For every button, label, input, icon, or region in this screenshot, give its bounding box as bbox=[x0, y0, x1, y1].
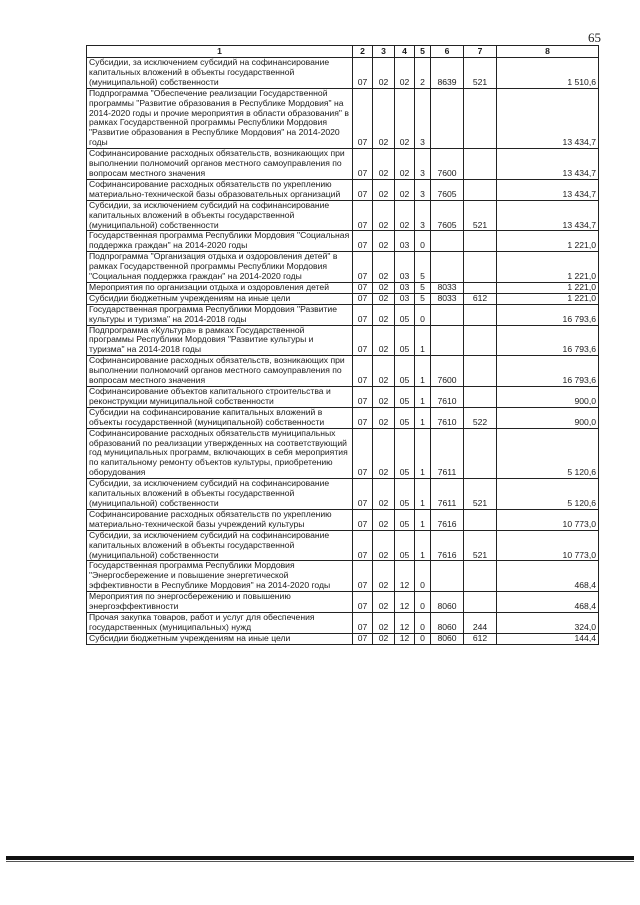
amount: 900,0 bbox=[497, 407, 599, 428]
subsection-code: 02 bbox=[373, 633, 395, 644]
section-code: 07 bbox=[353, 561, 373, 592]
table-row bbox=[87, 479, 599, 510]
row-description: Софинансирование расходных обязательств по укреплению материально-технической базы образовательных организаций bbox=[87, 179, 353, 200]
subprogram-code: 0 bbox=[415, 612, 431, 633]
subprogram-code: 0 bbox=[415, 592, 431, 613]
expense-type-code bbox=[464, 325, 497, 356]
subprogram-code: 1 bbox=[415, 325, 431, 356]
row-description: Подпрограмма "Обеспечение реализации Государственной программы "Развитие образования в Республике Мордовия" на 2014-2020 годы и прочие мероприятия в области образования" в рамках Государственной программы Республики Мордовия "Развитие образования в Республике Мордовия" на 2014-2020 годы bbox=[87, 88, 353, 148]
row-description: Государственная программа Республики Мордовия "Энергосбережение и повышение энергетической эффективности в Республике Мордовия" на 2014-2020 годы bbox=[87, 561, 353, 592]
expense-type-code: 521 bbox=[464, 479, 497, 510]
subprogram-code: 0 bbox=[415, 304, 431, 325]
section-code: 07 bbox=[353, 509, 373, 530]
program-code: 03 bbox=[395, 293, 415, 304]
table-row bbox=[87, 387, 599, 408]
amount: 16 793,6 bbox=[497, 356, 599, 387]
program-code: 03 bbox=[395, 282, 415, 293]
amount: 900,0 bbox=[497, 387, 599, 408]
table-row bbox=[87, 293, 599, 304]
expense-type-code bbox=[464, 356, 497, 387]
amount: 468,4 bbox=[497, 592, 599, 613]
target-code: 8639 bbox=[431, 58, 464, 89]
subsection-code: 02 bbox=[373, 561, 395, 592]
amount: 13 434,7 bbox=[497, 149, 599, 180]
amount: 10 773,0 bbox=[497, 509, 599, 530]
section-code: 07 bbox=[353, 149, 373, 180]
expense-type-code bbox=[464, 179, 497, 200]
table-row bbox=[87, 58, 599, 89]
section-code: 07 bbox=[353, 479, 373, 510]
amount: 5 120,6 bbox=[497, 479, 599, 510]
program-code: 05 bbox=[395, 479, 415, 510]
expense-type-code: 521 bbox=[464, 200, 497, 231]
program-code: 02 bbox=[395, 58, 415, 89]
subsection-code: 02 bbox=[373, 200, 395, 231]
target-code bbox=[431, 325, 464, 356]
expense-type-code bbox=[464, 561, 497, 592]
row-description: Государственная программа Республики Мордовия "Социальная поддержка граждан" на 2014-2020 годы bbox=[87, 231, 353, 252]
table-row bbox=[87, 612, 599, 633]
row-description: Подпрограмма «Культура» в рамках Государственной программы Республики Мордовия "Развитие культуры и туризма" на 2014-2018 годы bbox=[87, 325, 353, 356]
program-code: 05 bbox=[395, 356, 415, 387]
subsection-code: 02 bbox=[373, 592, 395, 613]
row-description: Государственная программа Республики Мордовия "Развитие культуры и туризма" на 2014-2018 годы bbox=[87, 304, 353, 325]
program-code: 02 bbox=[395, 200, 415, 231]
table-row bbox=[87, 509, 599, 530]
row-description: Субсидии на софинансирование капитальных вложений в объекты государственной (муниципальной) собственности bbox=[87, 407, 353, 428]
table-row bbox=[87, 407, 599, 428]
section-code: 07 bbox=[353, 633, 373, 644]
section-code: 07 bbox=[353, 325, 373, 356]
subsection-code: 02 bbox=[373, 612, 395, 633]
subprogram-code: 0 bbox=[415, 561, 431, 592]
amount: 10 773,0 bbox=[497, 530, 599, 561]
subprogram-code: 3 bbox=[415, 179, 431, 200]
target-code bbox=[431, 561, 464, 592]
section-code: 07 bbox=[353, 58, 373, 89]
page-number: 65 bbox=[588, 30, 601, 45]
target-code bbox=[431, 231, 464, 252]
subsection-code: 02 bbox=[373, 58, 395, 89]
section-code: 07 bbox=[353, 428, 373, 479]
expense-type-code bbox=[464, 304, 497, 325]
expense-type-code bbox=[464, 88, 497, 148]
table-row bbox=[87, 633, 599, 644]
target-code: 7600 bbox=[431, 149, 464, 180]
program-code: 05 bbox=[395, 530, 415, 561]
section-code: 07 bbox=[353, 304, 373, 325]
target-code: 7616 bbox=[431, 509, 464, 530]
expense-type-code: 244 bbox=[464, 612, 497, 633]
target-code: 7610 bbox=[431, 387, 464, 408]
table-row bbox=[87, 200, 599, 231]
subprogram-code: 1 bbox=[415, 509, 431, 530]
table-row bbox=[87, 561, 599, 592]
target-code: 7600 bbox=[431, 356, 464, 387]
header-col-8: 8 bbox=[497, 46, 599, 58]
row-description: Субсидии, за исключением субсидий на софинансирование капитальных вложений в объекты государственной (муниципальной) собственности bbox=[87, 58, 353, 89]
target-code: 8033 bbox=[431, 282, 464, 293]
expense-type-code bbox=[464, 282, 497, 293]
subsection-code: 02 bbox=[373, 428, 395, 479]
program-code: 12 bbox=[395, 612, 415, 633]
table-row bbox=[87, 592, 599, 613]
section-code: 07 bbox=[353, 612, 373, 633]
table-row bbox=[87, 88, 599, 148]
header-col-3: 3 bbox=[373, 46, 395, 58]
budget-table bbox=[86, 45, 599, 645]
section-code: 07 bbox=[353, 530, 373, 561]
target-code bbox=[431, 252, 464, 283]
amount: 324,0 bbox=[497, 612, 599, 633]
subsection-code: 02 bbox=[373, 407, 395, 428]
subsection-code: 02 bbox=[373, 293, 395, 304]
section-code: 07 bbox=[353, 407, 373, 428]
row-description: Субсидии бюджетным учреждениям на иные цели bbox=[87, 633, 353, 644]
target-code: 7605 bbox=[431, 179, 464, 200]
subprogram-code: 2 bbox=[415, 58, 431, 89]
program-code: 03 bbox=[395, 252, 415, 283]
section-code: 07 bbox=[353, 356, 373, 387]
target-code: 7611 bbox=[431, 428, 464, 479]
subsection-code: 02 bbox=[373, 282, 395, 293]
subprogram-code: 1 bbox=[415, 387, 431, 408]
amount: 144,4 bbox=[497, 633, 599, 644]
header-col-5: 5 bbox=[415, 46, 431, 58]
bottom-rule-thin bbox=[6, 861, 634, 862]
expense-type-code bbox=[464, 231, 497, 252]
header-col-2: 2 bbox=[353, 46, 373, 58]
subsection-code: 02 bbox=[373, 479, 395, 510]
expense-type-code: 521 bbox=[464, 58, 497, 89]
row-description: Субсидии, за исключением субсидий на софинансирование капитальных вложений в объекты государственной (муниципальной) собственности bbox=[87, 530, 353, 561]
expense-type-code bbox=[464, 387, 497, 408]
section-code: 07 bbox=[353, 179, 373, 200]
amount: 1 510,6 bbox=[497, 58, 599, 89]
program-code: 12 bbox=[395, 633, 415, 644]
subsection-code: 02 bbox=[373, 530, 395, 561]
subprogram-code: 0 bbox=[415, 231, 431, 252]
subprogram-code: 5 bbox=[415, 282, 431, 293]
table-row bbox=[87, 252, 599, 283]
expense-type-code: 522 bbox=[464, 407, 497, 428]
amount: 468,4 bbox=[497, 561, 599, 592]
table-row bbox=[87, 325, 599, 356]
table-row bbox=[87, 304, 599, 325]
section-code: 07 bbox=[353, 88, 373, 148]
subsection-code: 02 bbox=[373, 179, 395, 200]
subprogram-code: 1 bbox=[415, 407, 431, 428]
subprogram-code: 0 bbox=[415, 633, 431, 644]
target-code: 7611 bbox=[431, 479, 464, 510]
program-code: 05 bbox=[395, 304, 415, 325]
program-code: 12 bbox=[395, 592, 415, 613]
program-code: 03 bbox=[395, 231, 415, 252]
program-code: 05 bbox=[395, 407, 415, 428]
subsection-code: 02 bbox=[373, 304, 395, 325]
expense-type-code: 612 bbox=[464, 633, 497, 644]
expense-type-code: 612 bbox=[464, 293, 497, 304]
subsection-code: 02 bbox=[373, 356, 395, 387]
amount: 13 434,7 bbox=[497, 200, 599, 231]
program-code: 02 bbox=[395, 88, 415, 148]
section-code: 07 bbox=[353, 387, 373, 408]
section-code: 07 bbox=[353, 231, 373, 252]
expense-type-code bbox=[464, 252, 497, 283]
bottom-rule bbox=[6, 856, 634, 860]
row-description: Софинансирование расходных обязательств муниципальных образований по реализации утвержденных на соответствующий год муниципальных программ, включающих в себя мероприятия по капитальному ремонту объектов культуры, приобретению оборудования bbox=[87, 428, 353, 479]
table-row bbox=[87, 356, 599, 387]
subprogram-code: 3 bbox=[415, 200, 431, 231]
target-code: 7610 bbox=[431, 407, 464, 428]
amount: 5 120,6 bbox=[497, 428, 599, 479]
subsection-code: 02 bbox=[373, 509, 395, 530]
row-description: Софинансирование расходных обязательств, возникающих при выполнении полномочий органов местного самоуправления по вопросам местного значения bbox=[87, 149, 353, 180]
row-description: Прочая закупка товаров, работ и услуг для обеспечения государственных (муниципальных) нужд bbox=[87, 612, 353, 633]
subprogram-code: 1 bbox=[415, 428, 431, 479]
table-row bbox=[87, 428, 599, 479]
expense-type-code bbox=[464, 592, 497, 613]
amount: 1 221,0 bbox=[497, 282, 599, 293]
subprogram-code: 1 bbox=[415, 356, 431, 387]
row-description: Софинансирование расходных обязательств, возникающих при выполнении полномочий органов местного самоуправления по вопросам местного значения bbox=[87, 356, 353, 387]
target-code: 8060 bbox=[431, 633, 464, 644]
section-code: 07 bbox=[353, 200, 373, 231]
expense-type-code: 521 bbox=[464, 530, 497, 561]
amount: 1 221,0 bbox=[497, 231, 599, 252]
amount: 16 793,6 bbox=[497, 325, 599, 356]
row-description: Мероприятия по энергосбережению и повышению энергоэффективности bbox=[87, 592, 353, 613]
section-code: 07 bbox=[353, 282, 373, 293]
row-description: Субсидии, за исключением субсидий на софинансирование капитальных вложений в объекты государственной (муниципальной) собственности bbox=[87, 200, 353, 231]
table-row bbox=[87, 282, 599, 293]
amount: 13 434,7 bbox=[497, 88, 599, 148]
program-code: 05 bbox=[395, 387, 415, 408]
header-col-7: 7 bbox=[464, 46, 497, 58]
header-col-6: 6 bbox=[431, 46, 464, 58]
target-code bbox=[431, 88, 464, 148]
header-row bbox=[87, 46, 599, 58]
subprogram-code: 3 bbox=[415, 88, 431, 148]
subsection-code: 02 bbox=[373, 88, 395, 148]
row-description: Подпрограмма "Организация отдыха и оздоровления детей" в рамках Государственной программы Республики Мордовия "Социальная поддержка граждан" на 2014-2020 годы bbox=[87, 252, 353, 283]
expense-type-code bbox=[464, 149, 497, 180]
target-code bbox=[431, 304, 464, 325]
subprogram-code: 1 bbox=[415, 530, 431, 561]
target-code: 8060 bbox=[431, 592, 464, 613]
target-code: 7605 bbox=[431, 200, 464, 231]
section-code: 07 bbox=[353, 592, 373, 613]
table-row bbox=[87, 179, 599, 200]
table-header bbox=[87, 46, 599, 58]
table-row bbox=[87, 149, 599, 180]
subprogram-code: 1 bbox=[415, 479, 431, 510]
table-row bbox=[87, 231, 599, 252]
amount: 1 221,0 bbox=[497, 252, 599, 283]
target-code: 8033 bbox=[431, 293, 464, 304]
program-code: 12 bbox=[395, 561, 415, 592]
subsection-code: 02 bbox=[373, 231, 395, 252]
target-code: 7616 bbox=[431, 530, 464, 561]
subsection-code: 02 bbox=[373, 252, 395, 283]
program-code: 02 bbox=[395, 149, 415, 180]
amount: 1 221,0 bbox=[497, 293, 599, 304]
table-row bbox=[87, 530, 599, 561]
table-body bbox=[87, 58, 599, 645]
row-description: Мероприятия по организации отдыха и оздоровления детей bbox=[87, 282, 353, 293]
row-description: Субсидии бюджетным учреждениям на иные цели bbox=[87, 293, 353, 304]
header-col-1: 1 bbox=[87, 46, 353, 58]
subsection-code: 02 bbox=[373, 387, 395, 408]
expense-type-code bbox=[464, 428, 497, 479]
section-code: 07 bbox=[353, 252, 373, 283]
subprogram-code: 5 bbox=[415, 293, 431, 304]
row-description: Субсидии, за исключением субсидий на софинансирование капитальных вложений в объекты государственной (муниципальной) собственности bbox=[87, 479, 353, 510]
program-code: 05 bbox=[395, 428, 415, 479]
program-code: 02 bbox=[395, 179, 415, 200]
section-code: 07 bbox=[353, 293, 373, 304]
row-description: Софинансирование объектов капитального строительства и реконструкции муниципальной собственности bbox=[87, 387, 353, 408]
subsection-code: 02 bbox=[373, 149, 395, 180]
program-code: 05 bbox=[395, 509, 415, 530]
subprogram-code: 3 bbox=[415, 149, 431, 180]
program-code: 05 bbox=[395, 325, 415, 356]
amount: 16 793,6 bbox=[497, 304, 599, 325]
header-col-4: 4 bbox=[395, 46, 415, 58]
row-description: Софинансирование расходных обязательств по укреплению материально-технической базы учреждений культуры bbox=[87, 509, 353, 530]
subsection-code: 02 bbox=[373, 325, 395, 356]
amount: 13 434,7 bbox=[497, 179, 599, 200]
target-code: 8060 bbox=[431, 612, 464, 633]
expense-type-code bbox=[464, 509, 497, 530]
subprogram-code: 5 bbox=[415, 252, 431, 283]
